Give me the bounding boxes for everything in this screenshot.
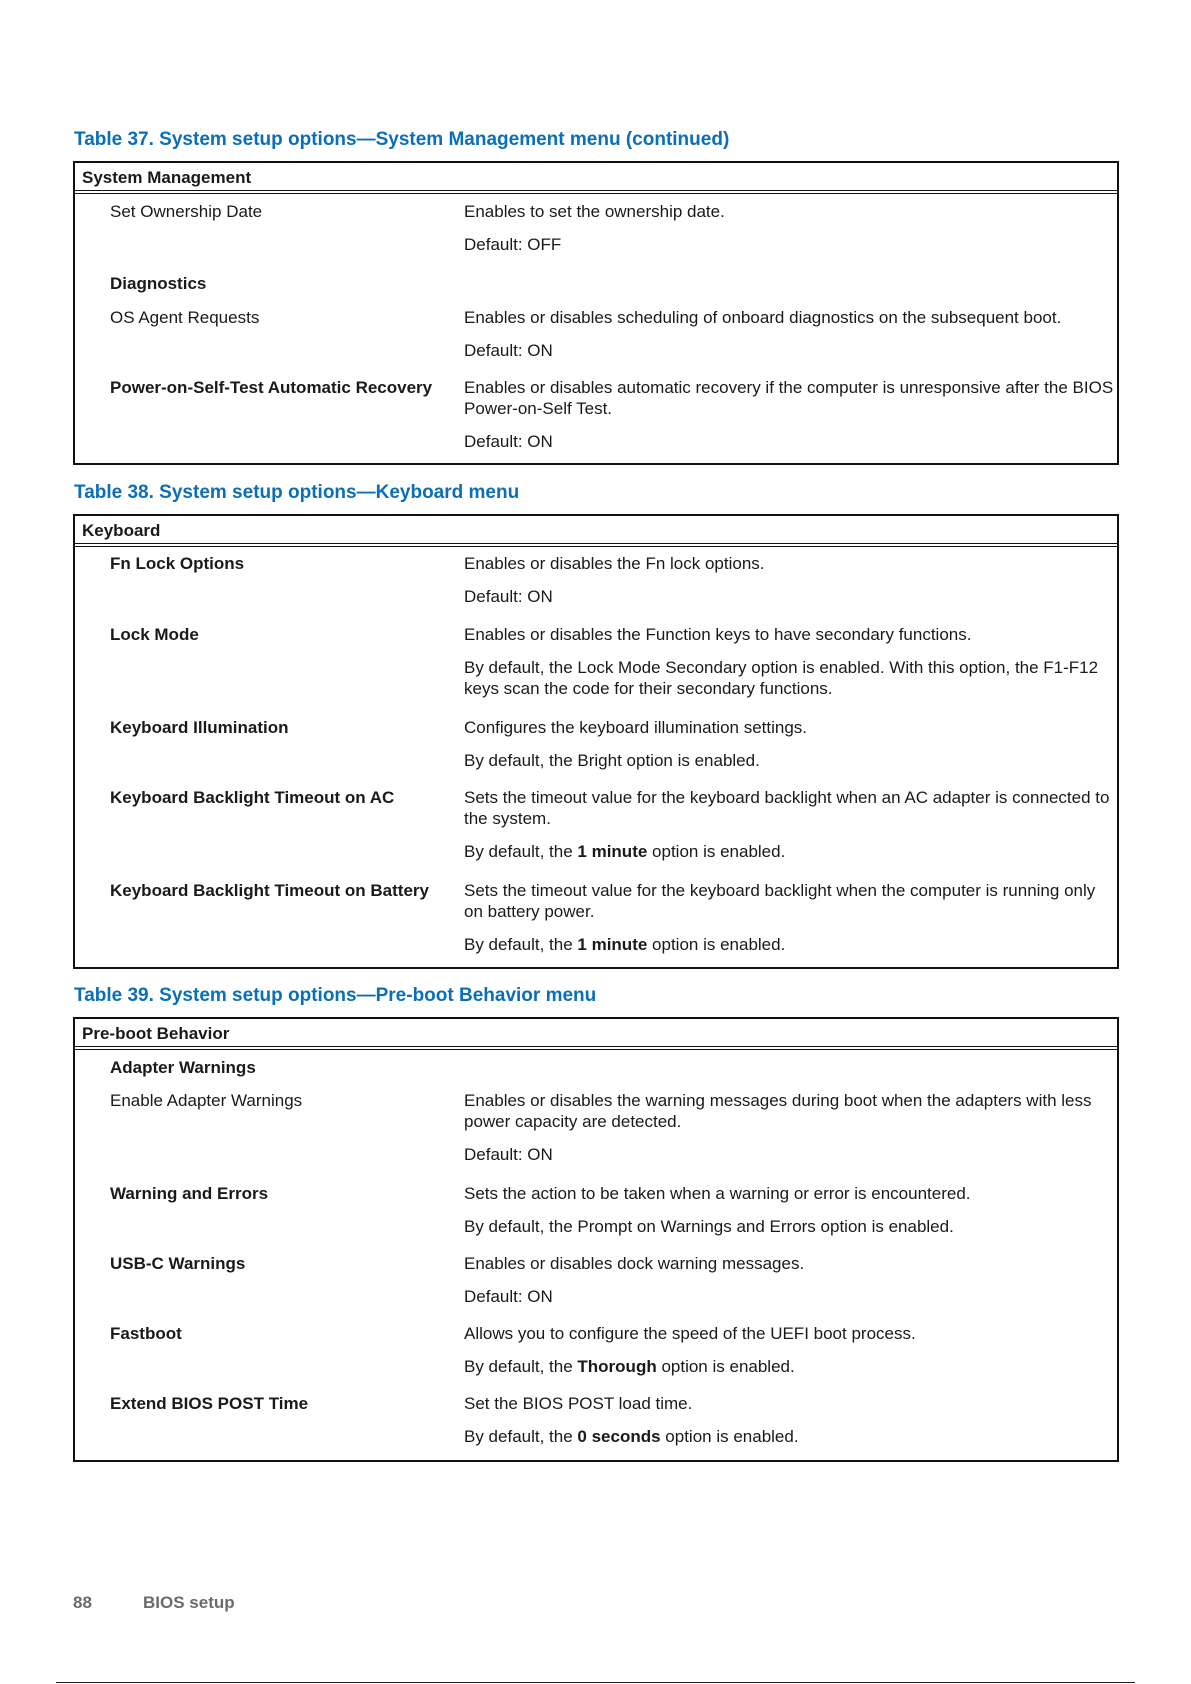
option-usb-c-warnings: USB-C Warnings bbox=[110, 1254, 246, 1273]
option-enable-adapter-warnings: Enable Adapter Warnings bbox=[110, 1091, 303, 1110]
footer-divider bbox=[56, 1682, 1135, 1683]
table-38-title: Table 38. System setup options—Keyboard menu bbox=[74, 482, 520, 503]
table-37 bbox=[73, 161, 1119, 465]
table-header: Keyboard bbox=[75, 516, 1117, 547]
option-description: Enables or disables the Fn lock options. Default: ON bbox=[464, 554, 765, 606]
option-backlight-timeout-battery: Keyboard Backlight Timeout on Battery bbox=[110, 881, 429, 900]
table-39 bbox=[73, 1017, 1119, 1462]
option-description: Sets the action to be taken when a warning or error is encountered. By default, the Prompt on Warnings and Errors option is enabled. bbox=[464, 1184, 971, 1236]
option-description: Enables or disables dock warning messages. Default: ON bbox=[464, 1254, 805, 1306]
default-value: Thorough bbox=[577, 1357, 657, 1376]
option-lock-mode: Lock Mode bbox=[110, 625, 199, 644]
option-description: Sets the timeout value for the keyboard backlight when the computer is running only on battery power. By default, the 1 minute option is enabled. bbox=[464, 881, 1096, 954]
option-warning-and-errors: Warning and Errors bbox=[110, 1184, 269, 1203]
default-value: 1 minute bbox=[577, 935, 648, 954]
option-backlight-timeout-ac: Keyboard Backlight Timeout on AC bbox=[110, 788, 395, 807]
option-fn-lock-options: Fn Lock Options bbox=[110, 554, 245, 573]
option-description: Allows you to configure the speed of the UEFI boot process. By default, the Thorough option is enabled. bbox=[464, 1324, 916, 1376]
page-number: 88 bbox=[73, 1593, 92, 1612]
option-fastboot: Fastboot bbox=[110, 1324, 182, 1343]
section-adapter-warnings: Adapter Warnings bbox=[110, 1058, 256, 1077]
option-description: Enables or disables the Function keys to have secondary functions. By default, the Lock Mode Secondary option is enabled. With this option, the F1-F12 keys scan the code for their secondary functions. bbox=[464, 625, 1099, 698]
option-description: Enables or disables scheduling of onboard diagnostics on the subsequent boot. Default: ON bbox=[464, 308, 1062, 360]
option-extend-bios-post-time: Extend BIOS POST Time bbox=[110, 1394, 309, 1413]
option-description: Enables or disables automatic recovery if the computer is unresponsive after the BIOS Power-on-Self Test. Default: ON bbox=[464, 378, 1114, 451]
option-description: Set the BIOS POST load time. By default, the 0 seconds option is enabled. bbox=[464, 1394, 799, 1446]
option-post-automatic-recovery: Power-on-Self-Test Automatic Recovery bbox=[110, 378, 433, 397]
option-description: Sets the timeout value for the keyboard backlight when an AC adapter is connected to the system. By default, the 1 minute option is enabled. bbox=[464, 788, 1110, 861]
option-os-agent-requests: OS Agent Requests bbox=[110, 308, 260, 327]
default-value: 0 seconds bbox=[577, 1427, 661, 1446]
section-diagnostics: Diagnostics bbox=[110, 274, 207, 293]
table-39-title: Table 39. System setup options—Pre-boot Behavior menu bbox=[74, 985, 597, 1006]
table-header: System Management bbox=[75, 163, 1117, 194]
default-value: 1 minute bbox=[577, 842, 648, 861]
table-header: Pre-boot Behavior bbox=[75, 1019, 1117, 1050]
option-set-ownership-date: Set Ownership Date bbox=[110, 202, 263, 221]
option-description: Enables to set the ownership date. Default: OFF bbox=[464, 202, 725, 254]
option-keyboard-illumination: Keyboard Illumination bbox=[110, 718, 289, 737]
table-38 bbox=[73, 514, 1119, 969]
table-37-title: Table 37. System setup options—System Management menu (continued) bbox=[74, 129, 730, 150]
option-description: Configures the keyboard illumination settings. By default, the Bright option is enabled. bbox=[464, 718, 808, 770]
option-description: Enables or disables the warning messages during boot when the adapters with less power capacity are detected. Default: ON bbox=[464, 1091, 1092, 1164]
footer-section-title: BIOS setup bbox=[143, 1593, 235, 1612]
